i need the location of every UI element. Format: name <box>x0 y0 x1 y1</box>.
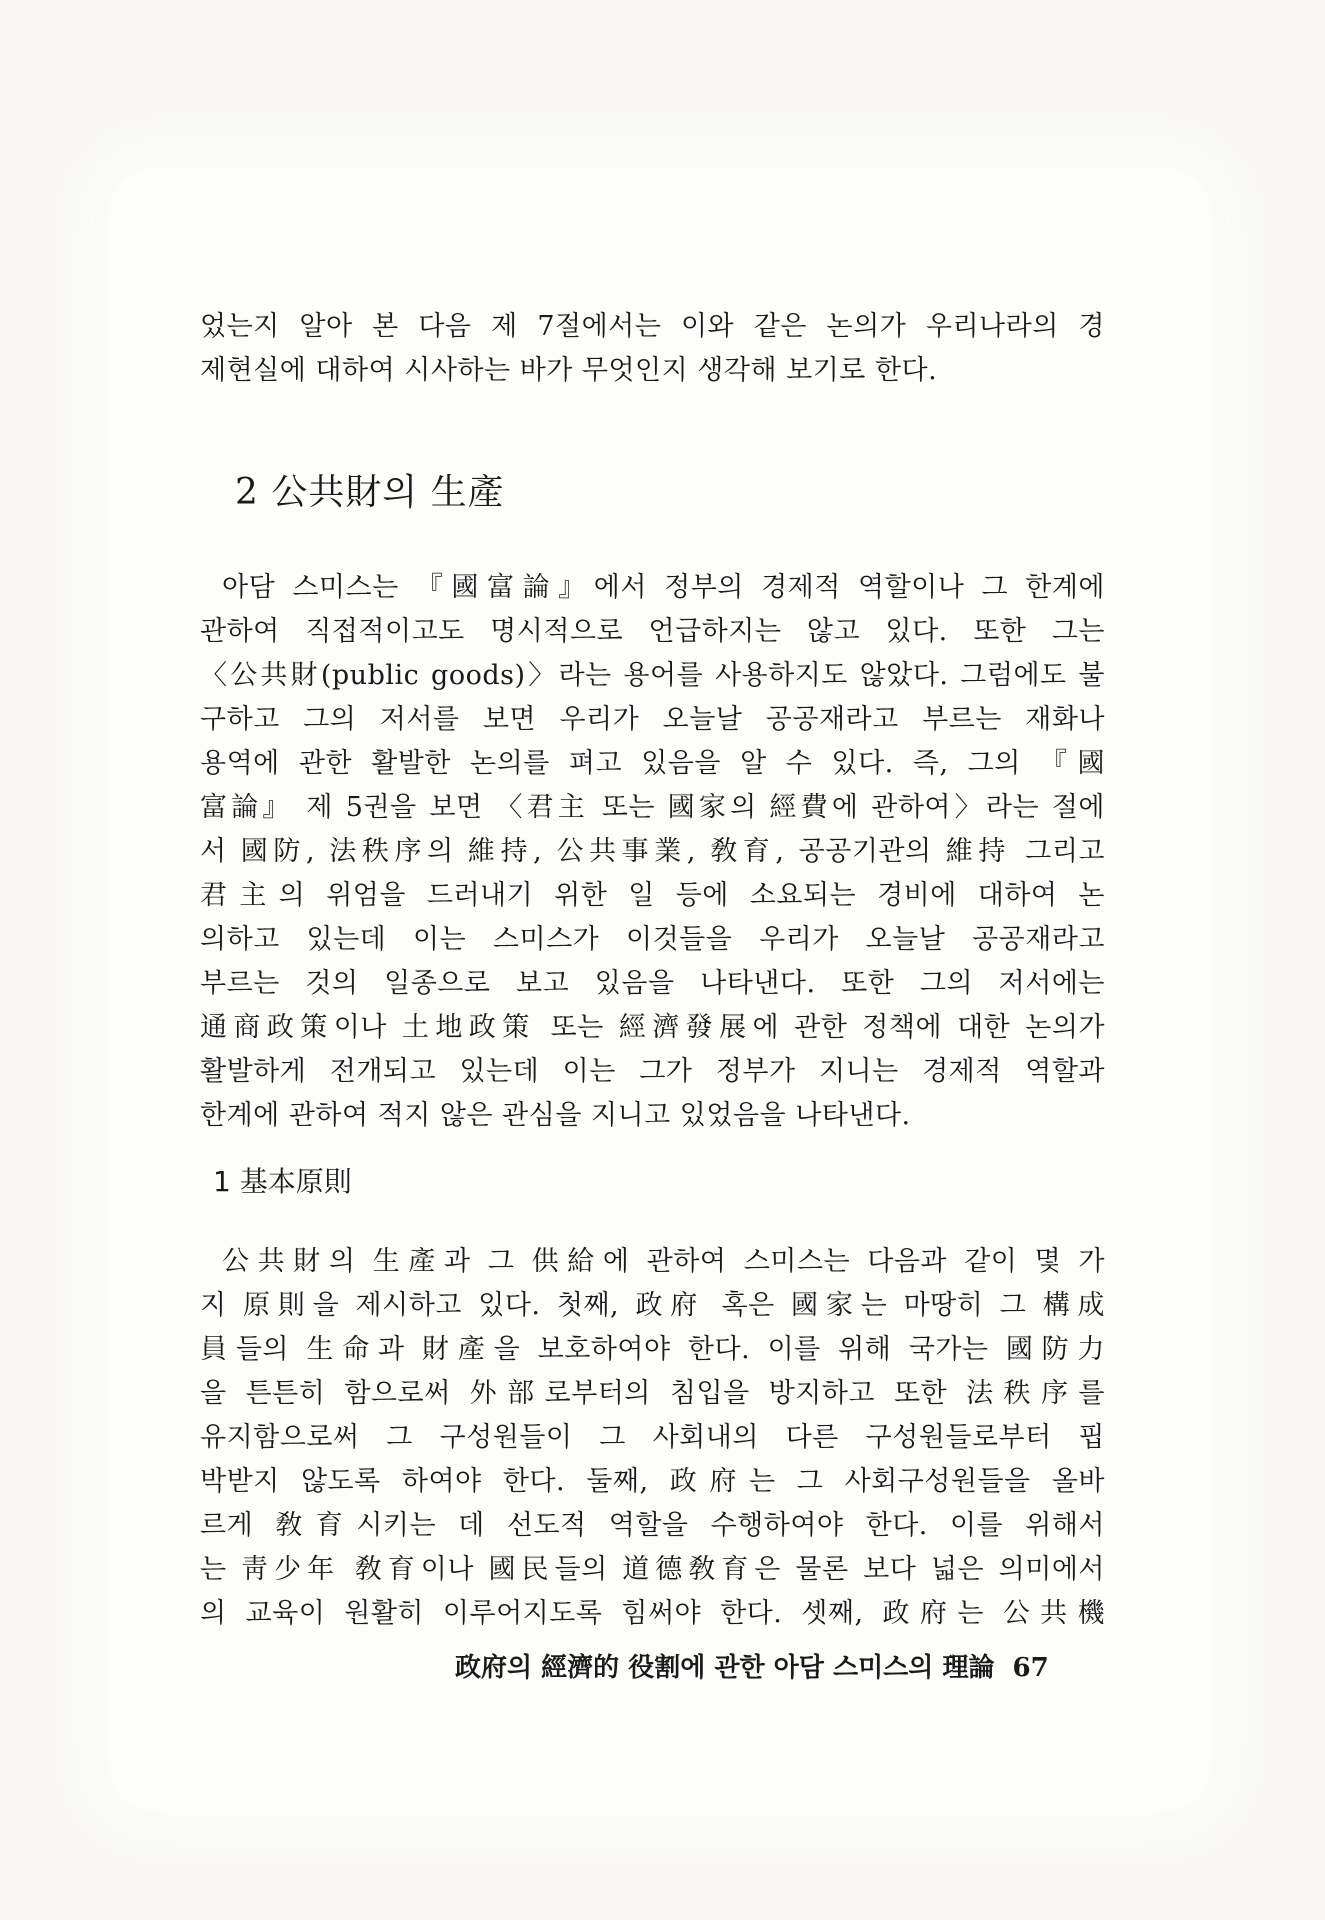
paragraph-line: 君主의 위엄을 드러내기 위한 일 등에 소요되는 경비에 대하여 논 <box>200 880 1105 911</box>
paragraph-line: 유지함으로써 그 구성원들이 그 사회내의 다른 구성원들로부터 핍 <box>200 1422 1105 1453</box>
paragraph-line: 르게 敎育시키는 데 선도적 역할을 수행하여야 한다. 이를 위해서 <box>200 1510 1105 1541</box>
paragraph-line: 公共財의 生產과 그 供給에 관하여 스미스는 다음과 같이 몇 가 <box>222 1246 1105 1277</box>
running-title: 政府의 經濟的 役割에 관한 아담 스미스의 理論 <box>455 1653 995 1683</box>
paragraph-line: 박받지 않도록 하여야 한다. 둘째, 政府는 그 사회구성원들을 올바 <box>200 1466 1105 1497</box>
paragraph-line: 아담 스미스는 『國富論』에서 정부의 경제적 역할이나 그 한계에 <box>222 572 1105 603</box>
paragraph-line: 富論』 제 5권을 보면 〈君主 또는 國家의 經費에 관하여〉라는 절에 <box>200 792 1105 823</box>
paragraph-line: 는 靑少年 敎育이나 國民들의 道德敎育은 물론 보다 넓은 의미에서 <box>200 1554 1105 1585</box>
paragraph-line: 〈公共財(public goods)〉라는 용어를 사용하지도 않았다. 그럼에도 불 <box>200 660 1105 691</box>
intro-line: 제현실에 대하여 시사하는 바가 무엇인지 생각해 보기로 한다. <box>200 355 938 386</box>
paragraph-line: 구하고 그의 저서를 보면 우리가 오늘날 공공재라고 부르는 재화나 <box>200 704 1105 735</box>
paragraph-line: 의하고 있는데 이는 스미스가 이것들을 우리가 오늘날 공공재라고 <box>200 924 1105 955</box>
subsection-heading: 1 基本原則 <box>213 1165 352 1198</box>
paragraph-line: 通商政策이나 土地政策 또는 經濟發展에 관한 정책에 대한 논의가 <box>200 1012 1105 1043</box>
paragraph-line: 용역에 관한 활발한 논의를 펴고 있음을 알 수 있다. 즉, 그의 『國 <box>200 748 1105 779</box>
section-heading: 2 公共財의 生產 <box>235 472 505 513</box>
paragraph-line: 활발하게 전개되고 있는데 이는 그가 정부가 지니는 경제적 역할과 <box>200 1056 1105 1087</box>
paragraph-line: 지 原則을 제시하고 있다. 첫째, 政府 혹은 國家는 마땅히 그 構成 <box>200 1290 1105 1321</box>
intro-line: 었는지 알아 본 다음 제 7절에서는 이와 같은 논의가 우리나라의 경 <box>200 311 1105 342</box>
paragraph-line: 한계에 관하여 적지 않은 관심을 지니고 있었음을 나타낸다. <box>200 1100 911 1131</box>
paragraph-line: 의 교육이 원활히 이루어지도록 힘써야 한다. 셋째, 政府는 公共機 <box>200 1598 1105 1629</box>
paragraph-line: 부르는 것의 일종으로 보고 있음을 나타낸다. 또한 그의 저서에는 <box>200 968 1105 999</box>
paragraph-line: 員들의 生命과 財產을 보호하여야 한다. 이를 위해 국가는 國防力 <box>200 1334 1105 1365</box>
paragraph-line: 서 國防, 法秩序의 維持, 公共事業, 敎育, 공공기관의 維持 그리고 <box>200 836 1105 867</box>
page-number: 67 <box>1012 1653 1049 1683</box>
paragraph-line: 을 튼튼히 함으로써 外部로부터의 침입을 방지하고 또한 法秩序를 <box>200 1378 1105 1409</box>
paragraph-line: 관하여 직접적이고도 명시적으로 언급하지는 않고 있다. 또한 그는 <box>200 616 1105 647</box>
page-footer <box>455 1650 1049 1686</box>
